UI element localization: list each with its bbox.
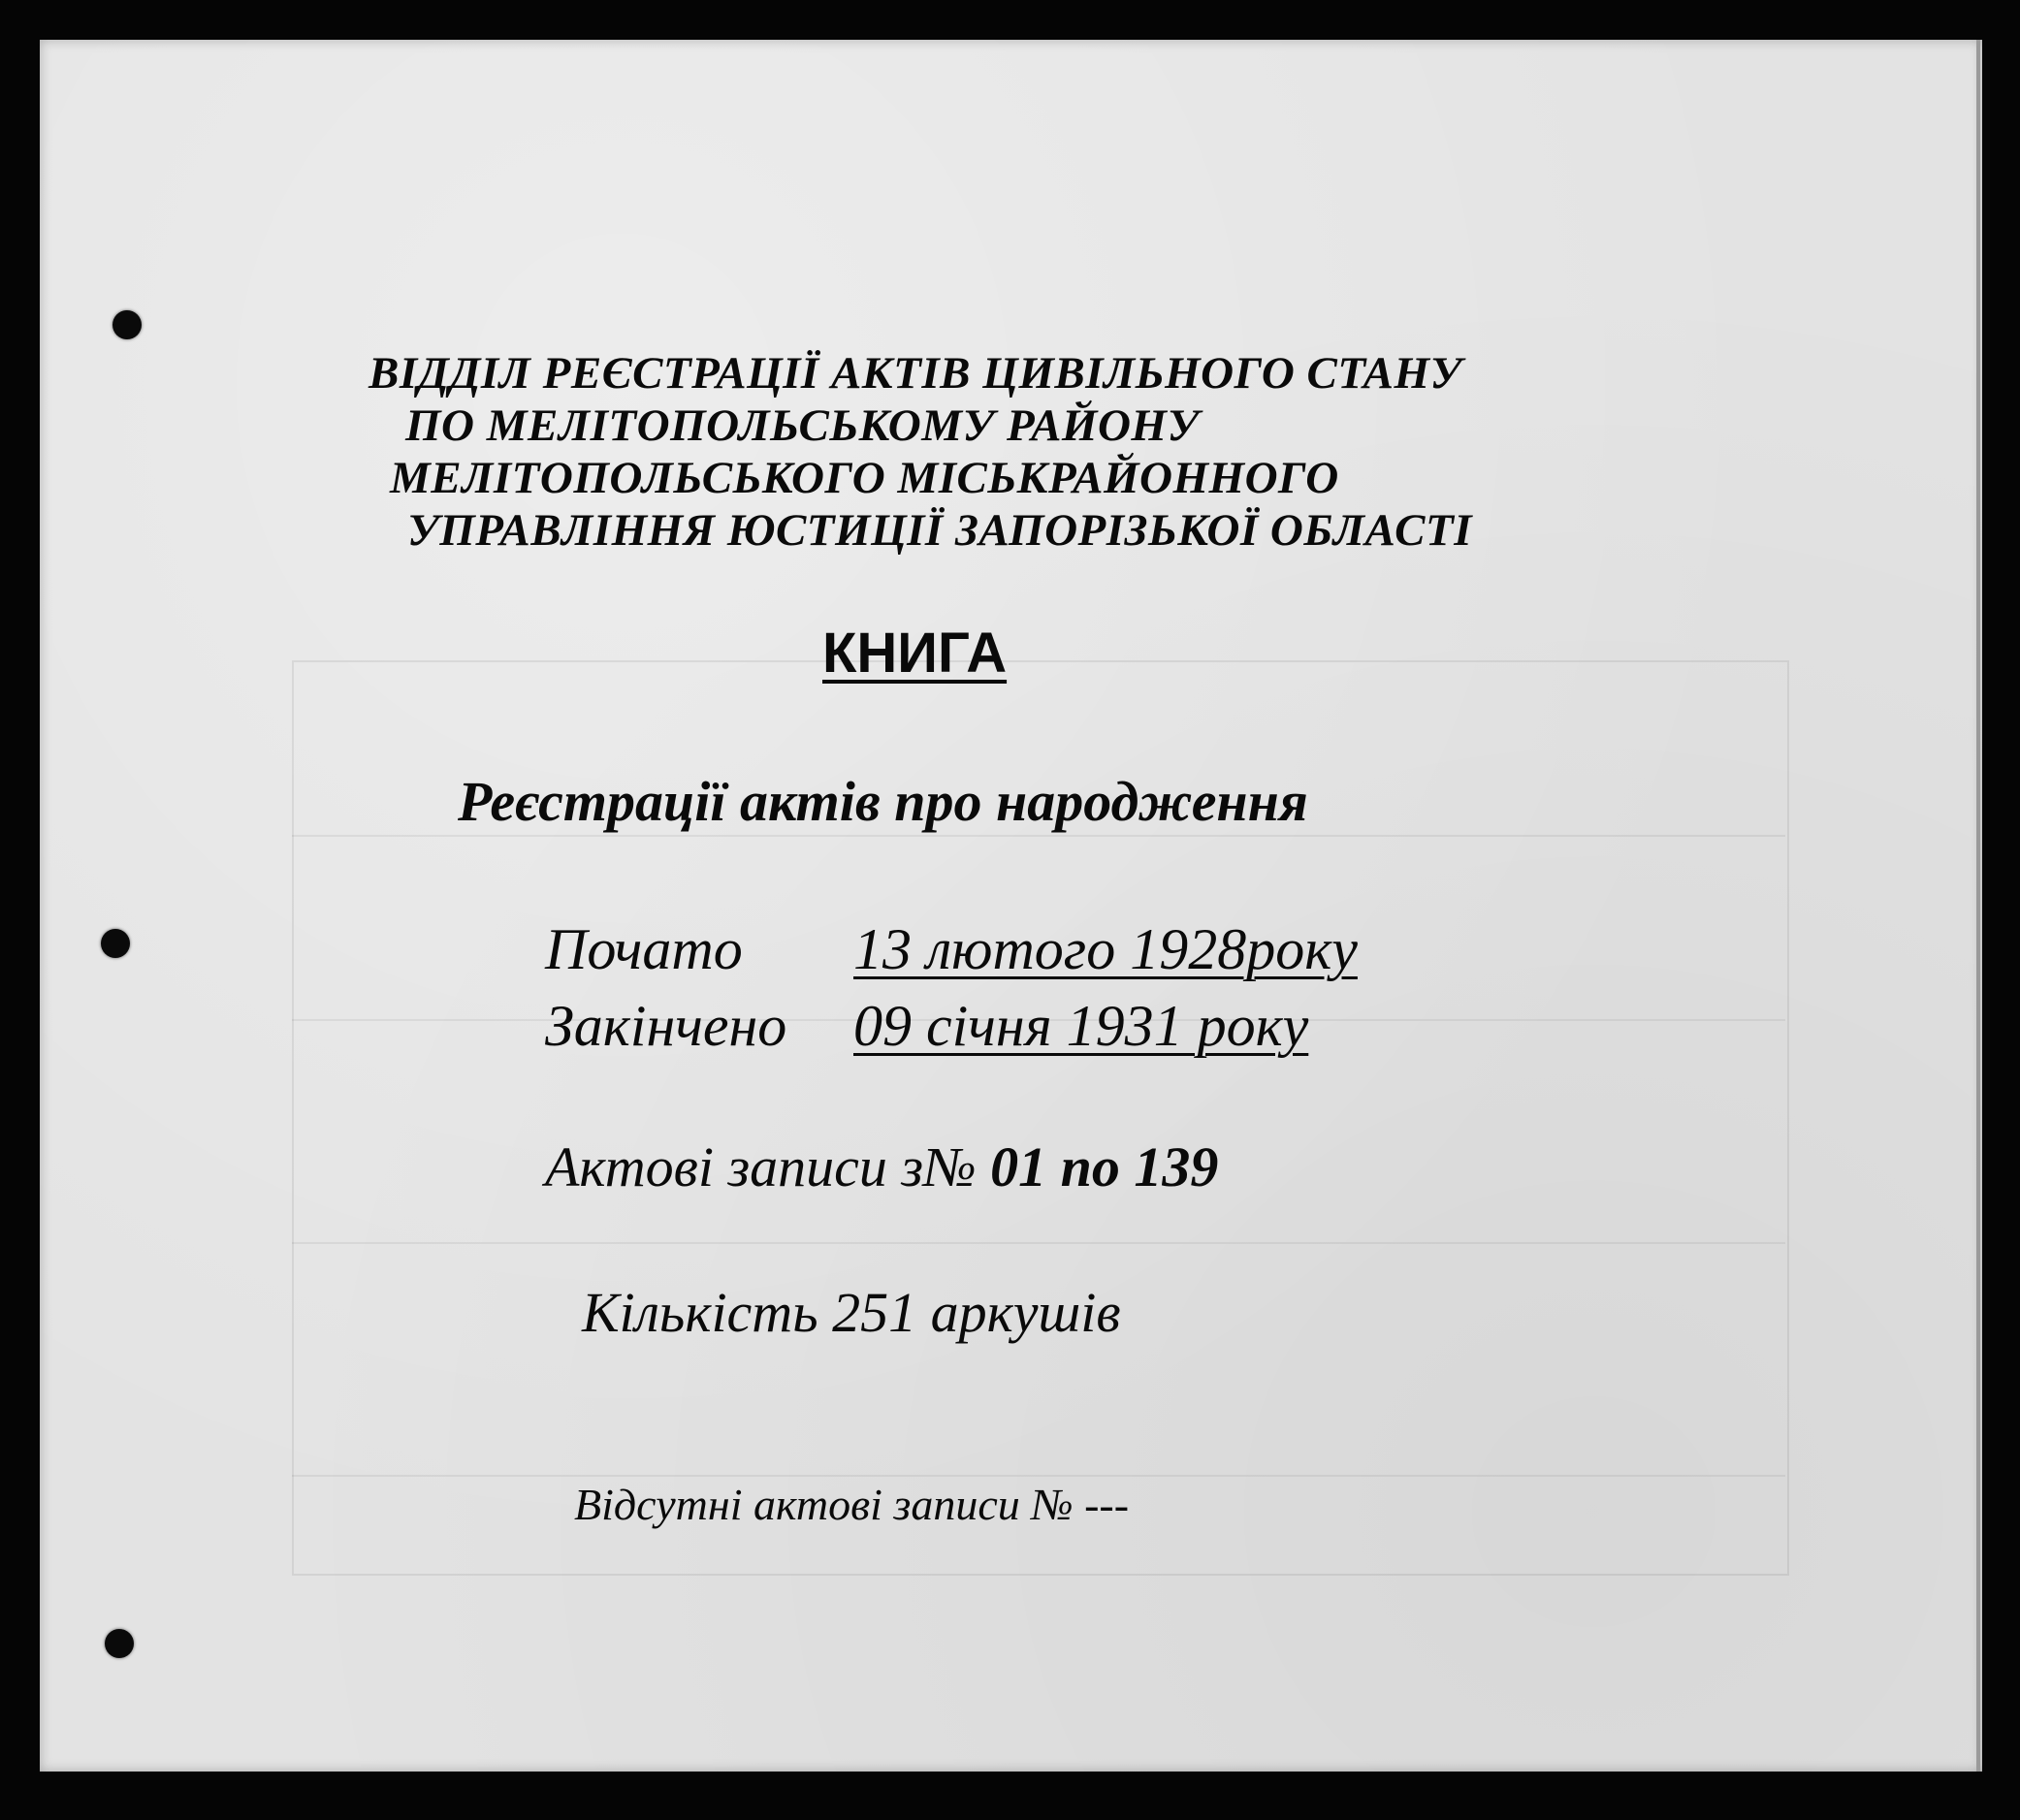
records-prefix: Актові записи з№: [545, 1135, 991, 1198]
bleed-through-line: [292, 835, 1785, 837]
page-edge: [1976, 40, 1980, 1772]
end-date-label: Закінчено: [545, 994, 787, 1058]
start-date-value: 13 лютого 1928року: [853, 917, 1358, 981]
book-title: КНИГА: [822, 622, 1008, 685]
binding-hole: [112, 310, 142, 339]
header-line-3: МЕЛІТОПОЛЬСЬКОГО МІСЬКРАЙОННОГО: [390, 453, 1339, 503]
book-subtitle: Реєстрації актів про народження: [458, 770, 1308, 833]
binding-hole: [101, 929, 130, 958]
end-date-row: [545, 993, 1308, 1060]
start-date-row: [545, 916, 1358, 983]
binding-hole: [105, 1629, 134, 1658]
records-range: [545, 1134, 1218, 1199]
records-numbers: 01 по 139: [990, 1135, 1219, 1198]
header-line-1: ВІДДІЛ РЕЄСТРАЦІЇ АКТІВ ЦИВІЛЬНОГО СТАНУ: [369, 348, 1462, 399]
end-date-value: 09 січня 1931 року: [853, 994, 1309, 1058]
header-line-2: ПО МЕЛІТОПОЛЬСЬКОМУ РАЙОНУ: [405, 400, 1200, 451]
bleed-through-line: [292, 1475, 1785, 1477]
start-date-label: Почато: [545, 917, 743, 981]
missing-records: Відсутні актові записи № ---: [574, 1480, 1130, 1529]
sheet-count: Кількість 251 аркушів: [582, 1281, 1121, 1344]
header-line-4: УПРАВЛІННЯ ЮСТИЦІЇ ЗАПОРІЗЬКОЇ ОБЛАСТІ: [407, 505, 1472, 556]
bleed-through-line: [292, 1242, 1785, 1244]
